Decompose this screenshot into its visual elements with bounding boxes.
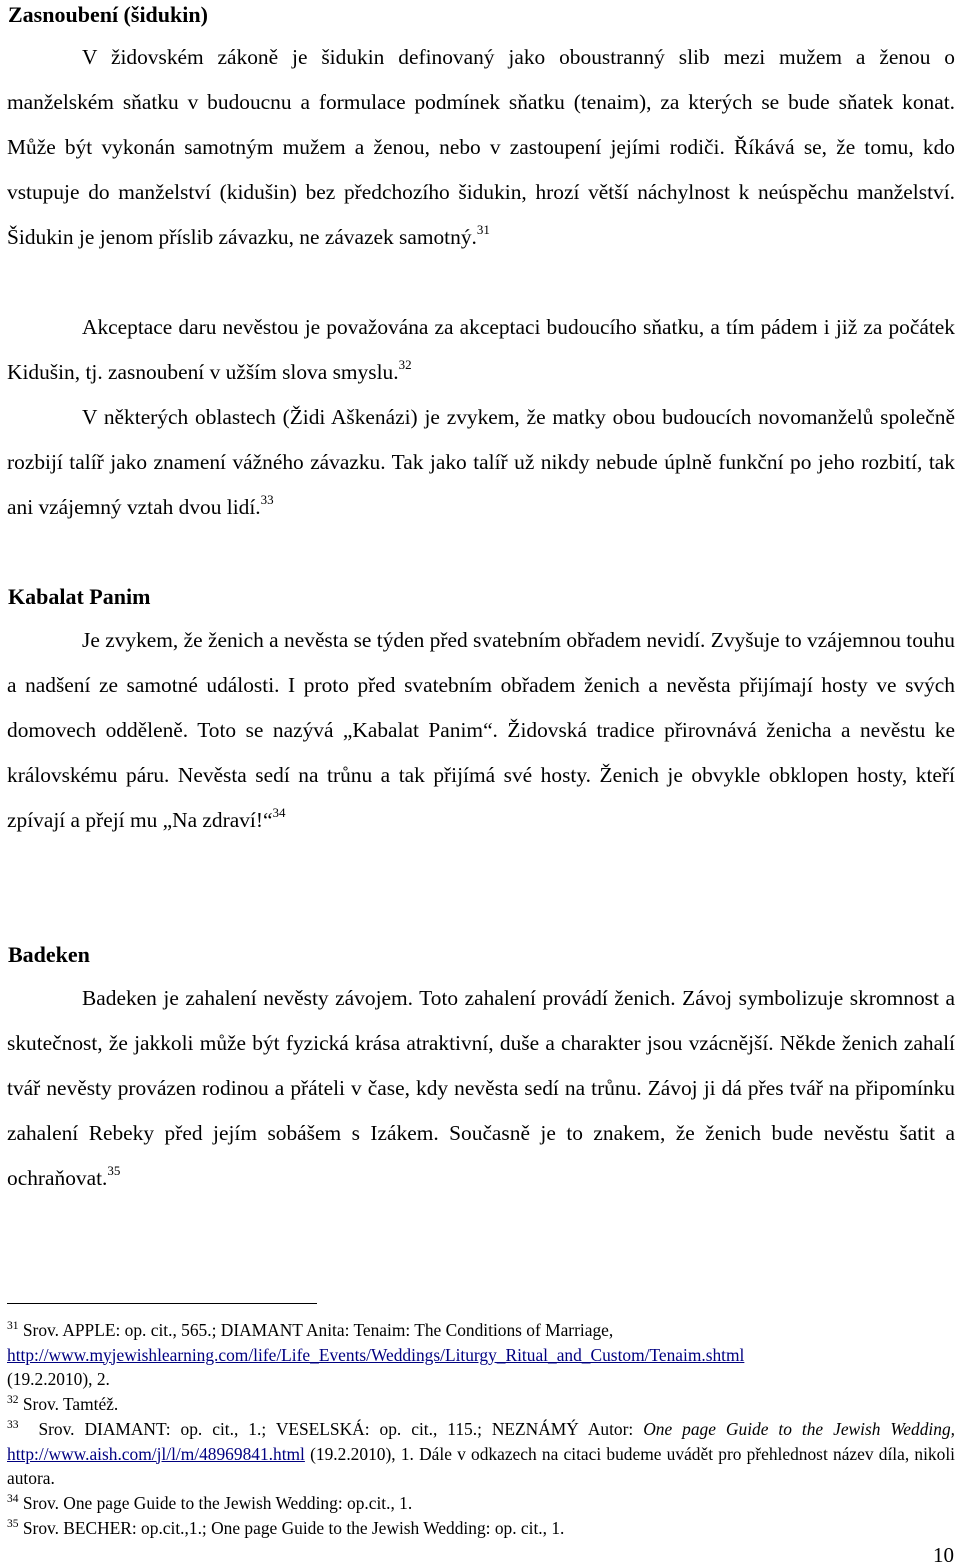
footnote: $^{32}$ Srov. Tamtéž. [7,1394,119,1414]
footnote-ref[interactable]: 33 [260,492,274,507]
footnote: $^{34}$ Srov. One page Guide to the Jewish Wedding: op.cit., 1. [7,1493,413,1513]
page-number: 10 [933,1543,954,1567]
section-heading-badeken: Badeken [8,942,90,967]
footnote: $^{31}$ Srov. APPLE: op. cit., 565.; DIAMANT Anita: Tenaim: The Conditions of Marriage, http://www.myjewishlearning.com/life/Life_Events/Weddings/Liturgy_Ritual_and_Custom/Tenaim.shtml (19.2.2010), 2. [7,1320,745,1390]
footnote-ref[interactable]: 34 [272,805,286,820]
footnote-link[interactable]: http://www.myjewishlearning.com/life/Life_Events/Weddings/Liturgy_Ritual_and_Custom/Tenaim.shtml [7,1344,745,1365]
footnote-ref[interactable]: 32 [398,357,412,372]
paragraph: Badeken je zahalení nevěsty závojem. Toto zahalení provádí ženich. Závoj symbolizuje skromnost a skutečnost, že jakkoli může být fyzická krása atraktivní, duše a charakter jsou vzácnější. Někde ženich zahalí tvář nevěsty provázen rodinou a přáteli v čase, kdy nevěsta sedí na trůnu. Závoj ji dá přes tvář na připomínku zahalení Rebeky před jejím sobášem s Izákem. Současně je to znakem, že ženich bude nevěstu šatit a ochraňovat.$^{35}$ [7,986,955,1190]
footnote-ref[interactable]: 35 [107,1163,121,1178]
paragraph: Je zvykem, že ženich a nevěsta se týden před svatebním obřadem nevidí. Zvyšuje to vzájemnou touhu a nadšení ze samotné události. I proto před svatebním obřadem ženich a nevěsta přijímají hosty ve svých domovech odděleně. Toto se nazývá „Kabalat Panim“. Židovská tradice přirovnává ženicha a nevěstu ke královskému páru. Nevěsta sedí na trůnu a tak přijímá své hosty. Ženich je obvykle obklopen hosty, kteří zpívají a přejí mu „Na zdraví!“$^{34}$ [7,628,955,832]
footnote: $^{35}$ Srov. BECHER: op.cit.,1.; One page Guide to the Jewish Wedding: op. cit., 1. [7,1518,565,1538]
paragraph: Akceptace daru nevěstou je považována za akceptaci budoucího sňatku, a tím pádem i již za počátek Kidušin, tj. zasnoubení v užším slova smyslu.$^{32}$ [7,315,955,384]
footnote-link[interactable]: http://www.aish.com/jl/l/m/48969841.html [7,1443,305,1464]
footnote-separator [7,1303,317,1304]
paragraph: V židovském zákoně je šidukin definovaný jako oboustranný slib mezi mužem a ženou o manželském sňatku v budoucnu a formulace podmínek sňatku (tenaim), za kterých se bude sňatek konat. Může být vykonán samotným mužem a ženou, nebo v zastoupení jejími rodiči. Říkává se, že tomu, kdo vstupuje do manželství (kidušin) bez předchozího šidukin, hrozí větší náchylnost k neúspěchu manželství. Šidukin je jenom příslib závazku, ne závazek samotný.$^{31}$ [7,45,955,249]
paragraph: V některých oblastech (Židi Aškenázi) je zvykem, že matky obou budoucích novomanželů společně rozbijí talíř jako znamení vážného závazku. Tak jako talíř už nikdy nebude úplně funkční po jeho rozbití, tak ani vzájemný vztah dvou lidí.$^{33}$ [7,405,955,519]
footnote-ref[interactable]: 31 [476,222,490,237]
section-heading-kabalat-panim: Kabalat Panim [8,584,151,609]
footnote: $^{33}$ Srov. DIAMANT: op. cit., 1.; VESELSKÁ: op. cit., 115.; NEZNÁMÝ Autor: One page Guide to the Jewish Wedding, http://www.aish.com/jl/l/m/48969841.html (19.2.2010), 1. Dále v odkazech na citaci budeme uvádět pro přehlednost název díla, nikoli autora. [7,1419,955,1489]
section-heading-zasnoubeni: Zasnoubení (šidukin) [8,2,208,27]
